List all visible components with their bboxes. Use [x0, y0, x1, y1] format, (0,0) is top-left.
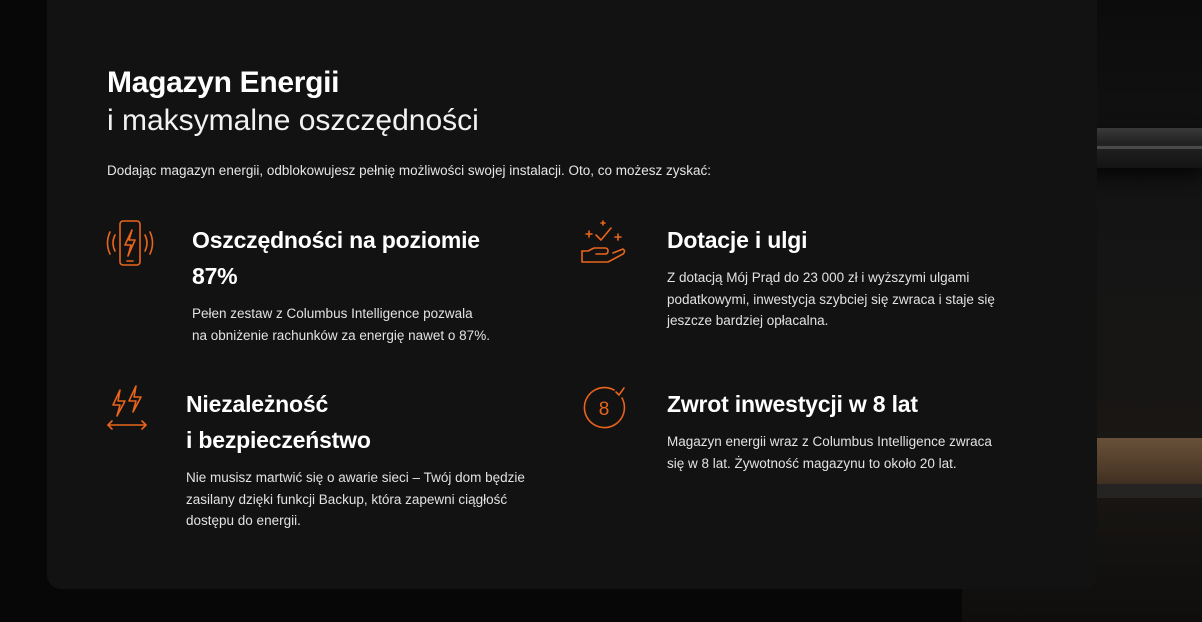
- section-subtitle: i maksymalne oszczędności: [107, 104, 479, 137]
- hand-checkmark-icon: [578, 218, 630, 270]
- feature-subsidies-desc-line2: podatkowymi, inwestycja szybciej się zwraca i staje się: [667, 291, 995, 307]
- feature-roi-desc-line1: Magazyn energii wraz z Columbus Intelligence zwraca: [667, 434, 992, 449]
- feature-independence-desc: [186, 467, 525, 532]
- feature-roi-title-line1: Zwrot inwestycji w 8 lat: [667, 391, 918, 417]
- feature-savings-desc-line2: na obniżenie rachunków za energię nawet o 87%.: [192, 327, 490, 343]
- feature-savings-desc-line1: Pełen zestaw z Columbus Intelligence pozwala: [192, 306, 473, 321]
- feature-subsidies-desc-line1: Z dotacją Mój Prąd do 23 000 zł i wyższymi ulgami: [667, 270, 970, 285]
- feature-independence-desc-line2: zasilany dzięki funkcji Backup, która zapewni ciągłość: [186, 491, 508, 507]
- circle-eight-icon: [580, 384, 628, 432]
- feature-subsidies-title-line1: Dotacje i ulgi: [667, 227, 808, 253]
- feature-independence-desc-line3: dostępu do energii.: [186, 513, 301, 528]
- phone-lightning-icon: [104, 218, 156, 270]
- lightning-arrows-icon: [104, 384, 150, 434]
- feature-independence-title: [186, 386, 371, 458]
- feature-subsidies-title: [667, 222, 807, 258]
- section-title: Magazyn Energii: [107, 66, 340, 99]
- svg-text:8: 8: [598, 399, 610, 420]
- feature-savings-title-line2: 87%: [192, 263, 238, 289]
- section-intro: Dodając magazyn energii, odblokowujesz pełnię możliwości swojej instalacji. Oto, co możesz zyskać:: [107, 163, 712, 178]
- feature-independence-desc-line1: Nie musisz martwić się o awarie sieci – Twój dom będzie: [186, 470, 525, 485]
- feature-savings-title: [192, 222, 480, 294]
- feature-roi-title: [667, 386, 918, 422]
- feature-subsidies-desc: [667, 267, 995, 332]
- feature-roi-desc-line2: się w 8 lat. Żywotność magazynu to około 20 lat.: [667, 455, 957, 471]
- feature-independence-title-line1: Niezależność: [186, 391, 329, 417]
- feature-roi-desc: [667, 431, 992, 474]
- feature-savings-title-line1: Oszczędności na poziomie: [192, 227, 480, 253]
- feature-savings-desc: [192, 303, 490, 346]
- feature-independence-title-line2: i bezpieczeństwo: [186, 427, 371, 453]
- feature-subsidies-desc-line3: jeszcze bardziej opłacalna.: [667, 313, 829, 328]
